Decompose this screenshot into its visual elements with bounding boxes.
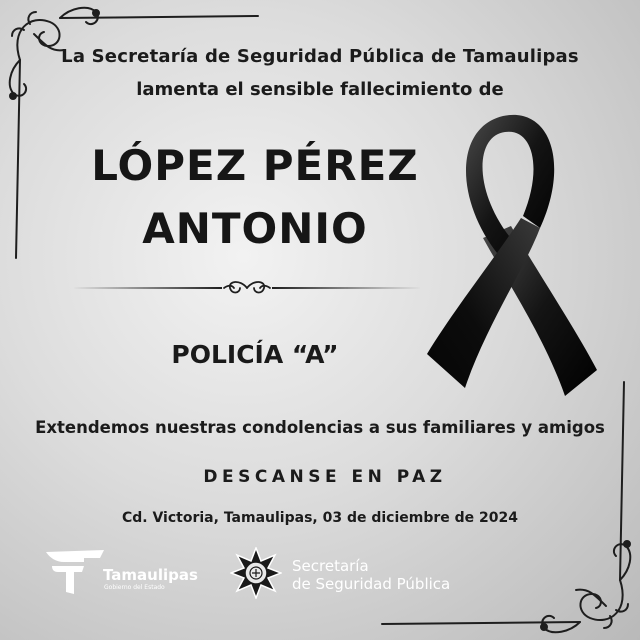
condolences-text: Extendemos nuestras condolencias a sus familiares y amigos [35,418,605,437]
header-line-2: lamenta el sensible fallecimiento de [136,79,504,100]
tamaulipas-logo-icon [44,548,106,596]
tamaulipas-logo-subtitle: Gobierno del Estado [104,584,165,591]
rank-label: POLICÍA “A” [171,340,339,369]
ornament-corner-icon [370,370,640,640]
deceased-given-name: ANTONIO [142,204,368,253]
ssp-logo-line-2: de Seguridad Pública [292,575,451,593]
place-date-text: Cd. Victoria, Tamaulipas, 03 de diciembre de 2024 [121,510,518,526]
rest-in-peace-text: DESCANSE EN PAZ [203,467,447,487]
deceased-surnames: LÓPEZ PÉREZ [91,141,419,190]
header-line-1: La Secretaría de Seguridad Pública de Tamaulipas [61,46,579,67]
police-badge-icon [230,547,282,599]
tamaulipas-logo-name: Tamaulipas [103,566,198,584]
ssp-logo-line-1: Secretaría [292,557,369,575]
divider-ornament-icon [72,277,422,299]
